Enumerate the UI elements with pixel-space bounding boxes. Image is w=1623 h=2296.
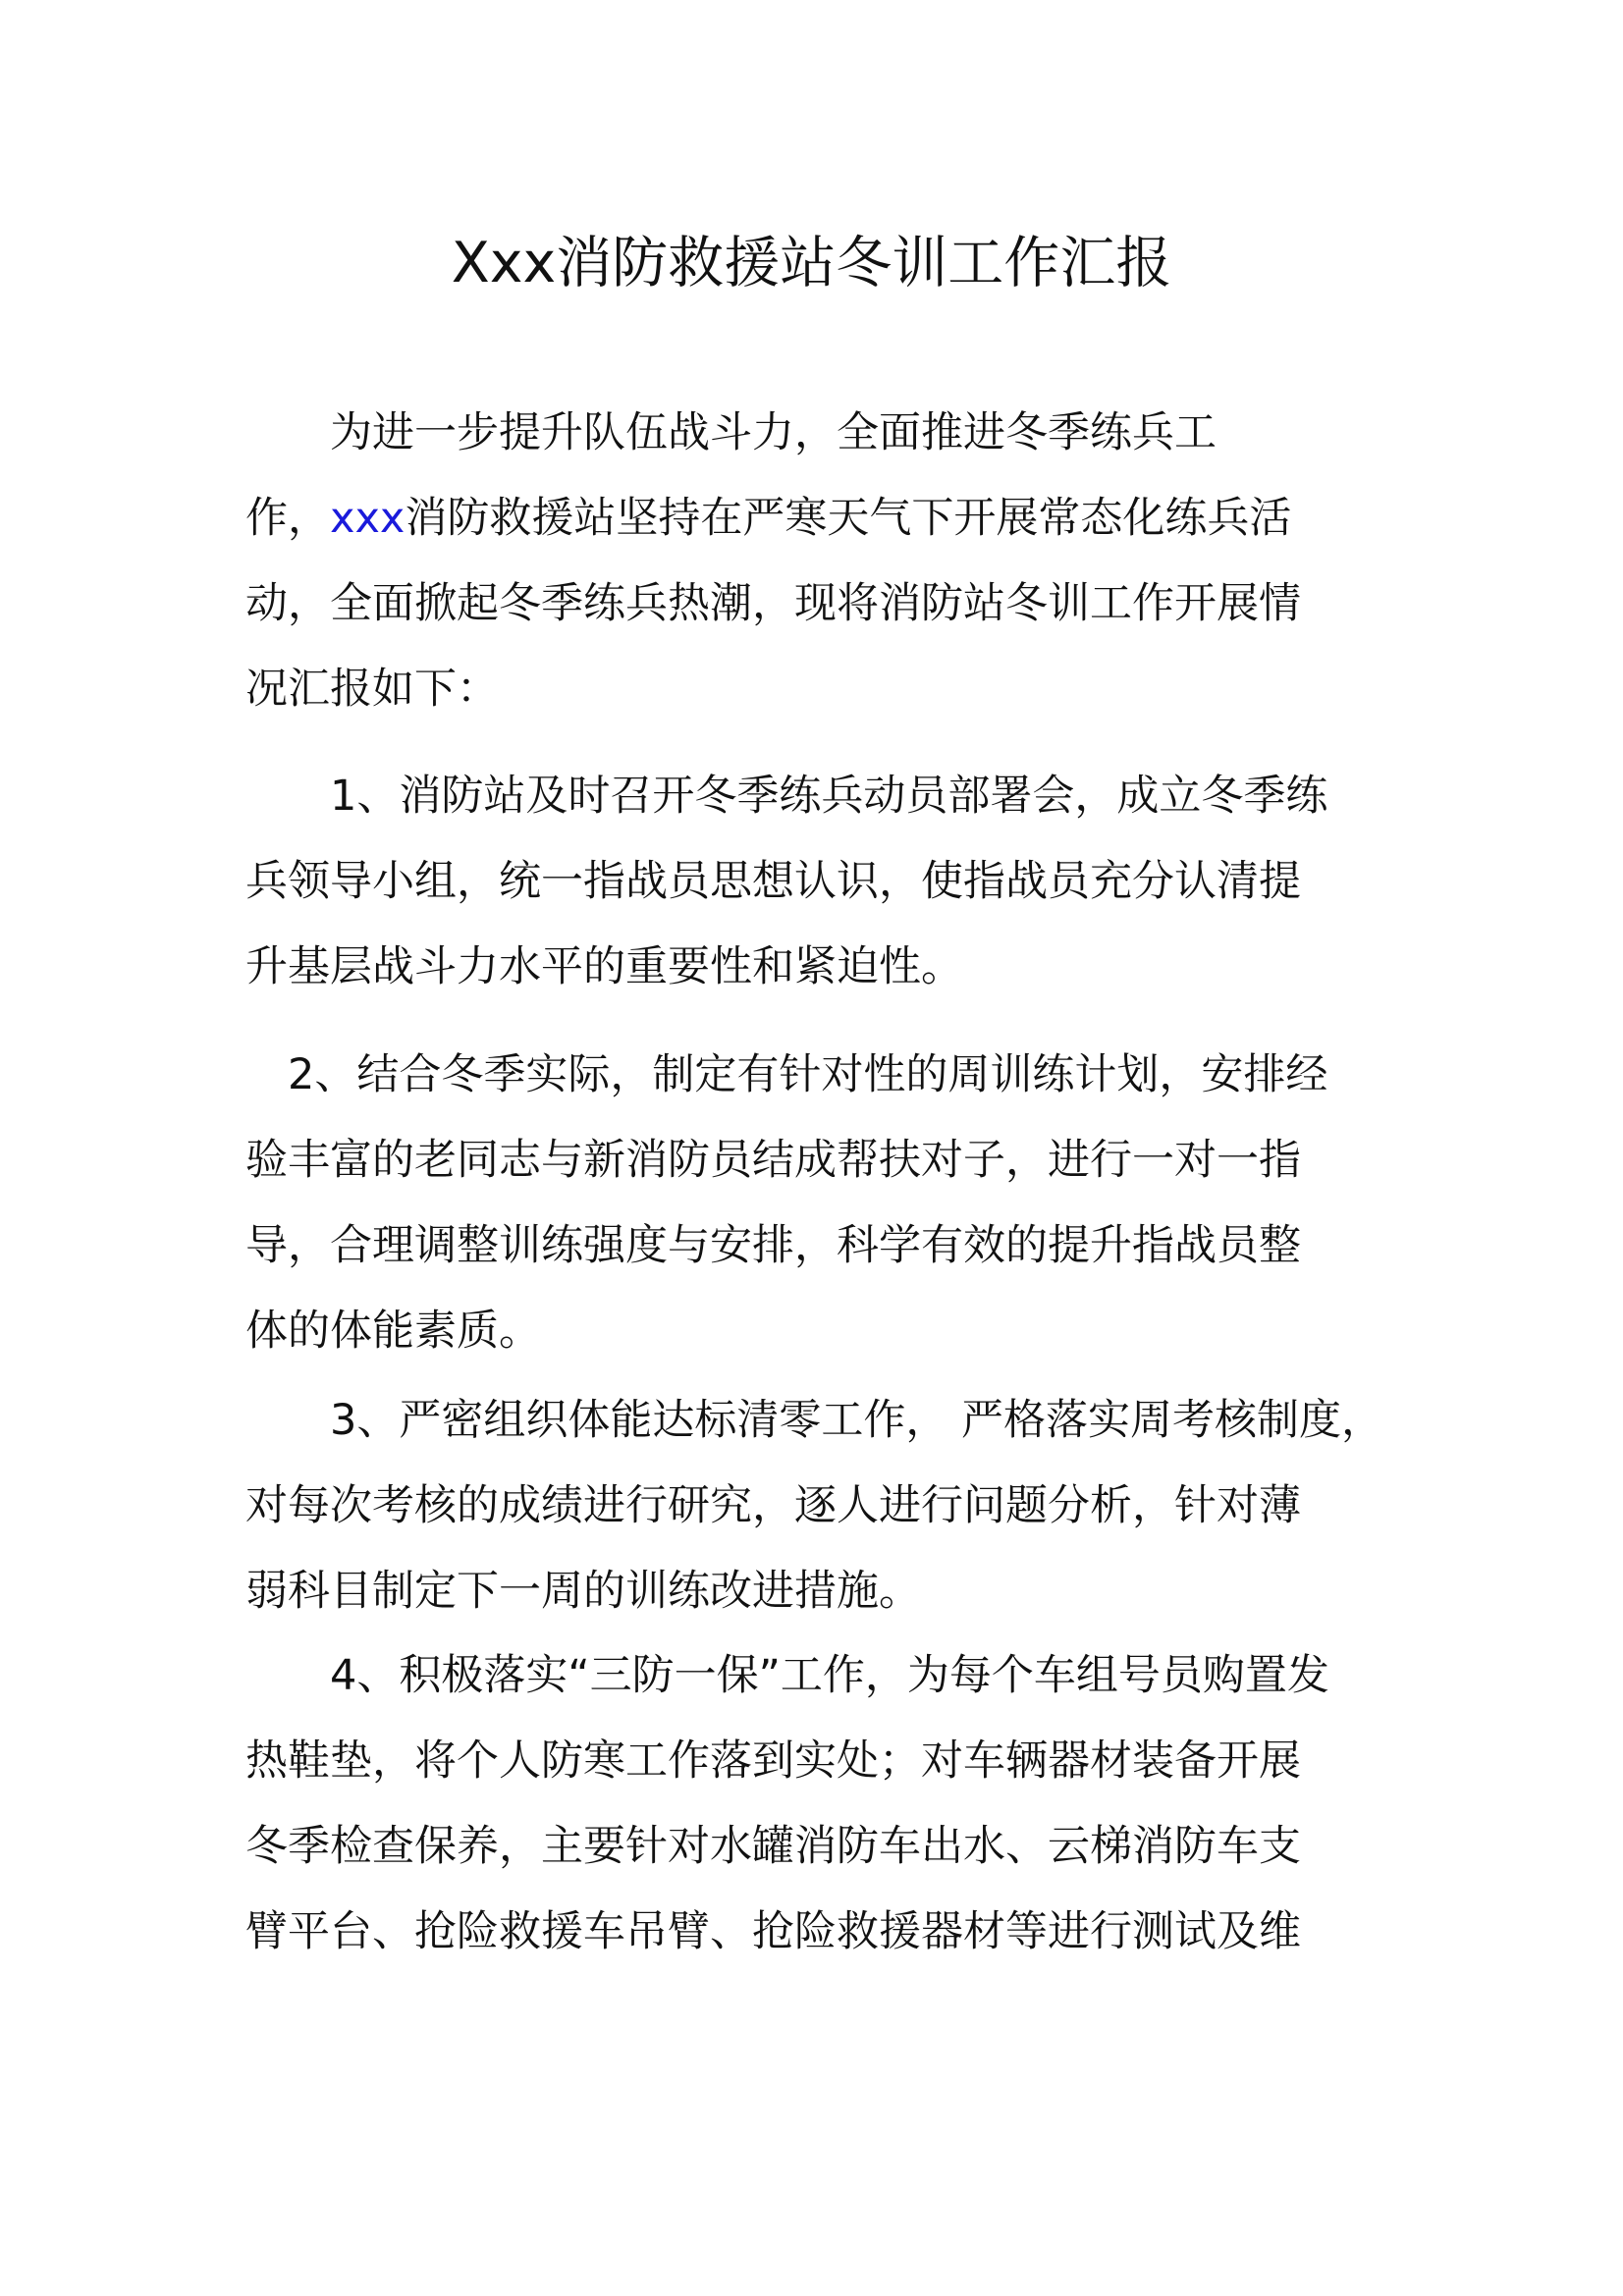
item-4-paragraph (245, 1633, 1404, 1975)
item-1-line-1: 1、消防站及时召开冬季练兵动员部署会，成立冬季练 (245, 772, 1328, 821)
item-3-line-1: 3、严密组织体能达标清零工作， 严格落实周考核制度， (245, 1396, 1384, 1445)
item-1-line-3: 升基层战斗力水平的重要性和紧迫性。 (245, 942, 963, 991)
item-2-line-3: 导，合理调整训练强度与安排，科学有效的提升指战员整 (245, 1221, 1301, 1270)
item-3-line-3: 弱科目制定下一周的训练改进措施。 (245, 1567, 921, 1616)
document-title: Xxx消防救援站冬训工作汇报 (451, 231, 1172, 295)
intro-line-1: 为进一步提升队伍战斗力，全面推进冬季练兵工 (245, 408, 1217, 457)
item-2-paragraph (245, 1033, 1404, 1374)
item-3-paragraph (245, 1378, 1404, 1634)
item-4-line-4: 臂平台、抢险救援车吊臂、抢险救援器材等进行测试及维 (245, 1907, 1301, 1956)
intro-line-2-rest: 消防救援站坚持在严寒天气下开展常态化练兵活 (405, 494, 1292, 543)
item-2-line-4: 体的体能素质。 (245, 1307, 541, 1356)
intro-line-2 (245, 476, 1404, 561)
item-1-line-2: 兵领导小组，统一指战员思想认识，使指战员充分认清提 (245, 857, 1301, 906)
intro-line-3: 动，全面掀起冬季练兵热潮，现将消防站冬训工作开展情 (245, 579, 1301, 628)
intro-line-2-start: 作， (245, 494, 330, 543)
intro-line-4: 况汇报如下： (245, 665, 499, 714)
item-2-line-1: 2、结合冬季实际，制定有针对性的周训练计划，安排经 (245, 1050, 1328, 1099)
item-1-paragraph (245, 754, 1404, 1010)
intro-paragraph (245, 391, 1404, 732)
item-4-line-3: 冬季检查保养，主要针对水罐消防车出水、云梯消防车支 (245, 1822, 1301, 1871)
item-4-line-1: 4、积极落实“三防一保”工作，为每个车组号员购置发 (245, 1651, 1329, 1700)
highlighted-placeholder: xxx (330, 494, 406, 543)
item-4-line-2: 热鞋垫，将个人防寒工作落到实处；对车辆器材装备开展 (245, 1736, 1301, 1786)
item-2-line-2: 验丰富的老同志与新消防员结成帮扶对子，进行一对一指 (245, 1136, 1301, 1185)
item-3-line-2: 对每次考核的成绩进行研究，逐人进行问题分析，针对薄 (245, 1481, 1301, 1530)
